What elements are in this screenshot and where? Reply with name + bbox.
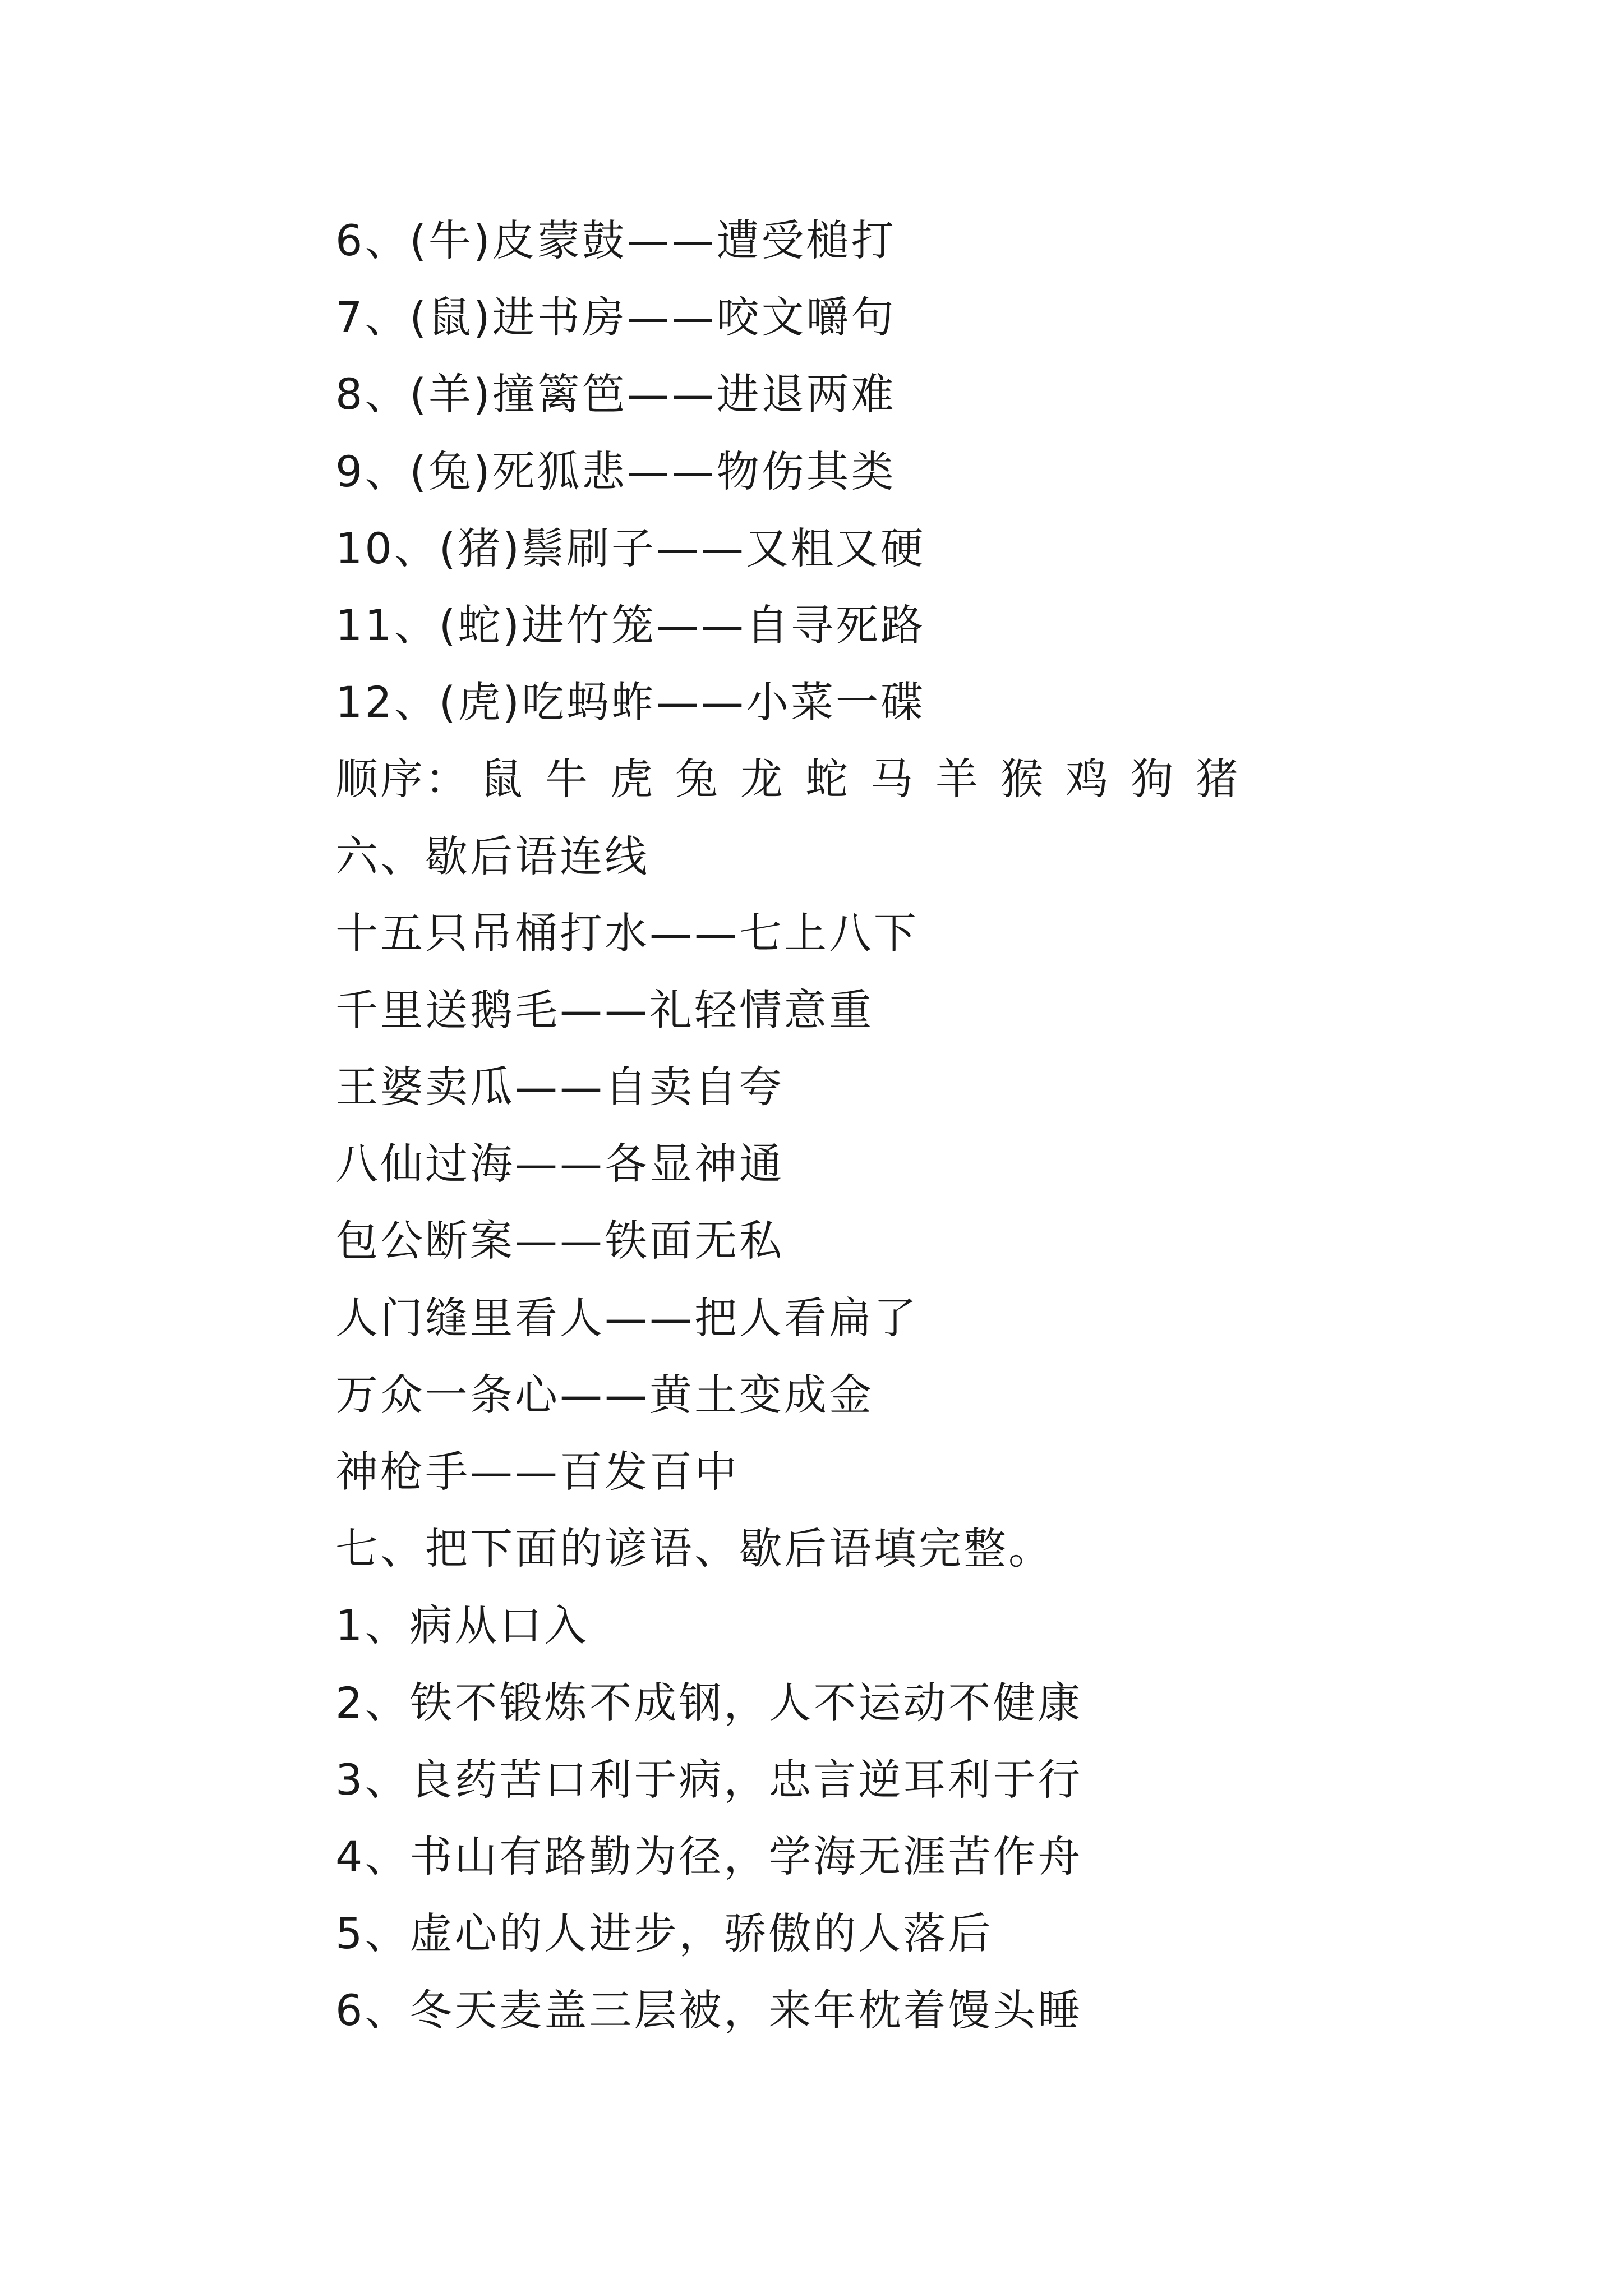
order-animal: 蛇 [805, 754, 850, 804]
zodiac-item: 10、(猪)鬃刷子——又粗又硬 [335, 523, 926, 573]
order-animal: 马 [870, 754, 915, 804]
document-body [335, 202, 1569, 2049]
section-heading: 七、把下面的谚语、歇后语填完整。 [335, 1524, 1053, 1574]
zodiac-item: 7、(鼠)进书房——咬文嚼句 [335, 292, 896, 343]
order-animal: 龙 [740, 754, 785, 804]
xiehouyu-item: 人门缝里看人——把人看扁了 [335, 1292, 919, 1343]
order-label: 顺序： [335, 754, 470, 804]
order-animal: 羊 [935, 754, 980, 804]
xiehouyu-item: 包公断案——铁面无私 [335, 1216, 784, 1266]
order-animal: 鼠 [480, 754, 525, 804]
order-animal: 虎 [610, 754, 655, 804]
proverb-item: 2、铁不锻炼不成钢，人不运动不健康 [335, 1677, 1083, 1728]
order-animal: 猪 [1196, 754, 1241, 804]
zodiac-order-row [335, 740, 1569, 817]
zodiac-item: 6、(牛)皮蒙鼓——遭受槌打 [335, 215, 896, 265]
zodiac-item: 11、(蛇)进竹笼——自寻死路 [335, 600, 926, 650]
proverb-item: 5、虚心的人进步，骄傲的人落后 [335, 1908, 993, 1959]
xiehouyu-item: 千里送鹅毛——礼轻情意重 [335, 984, 874, 1035]
order-animal: 牛 [545, 754, 590, 804]
xiehouyu-item: 王婆卖瓜——自卖自夸 [335, 1062, 784, 1112]
section-heading: 六、歇后语连线 [335, 831, 649, 881]
zodiac-item: 12、(虎)吃蚂蚱——小菜一碟 [335, 677, 926, 728]
proverb-item: 3、良药苦口利于病，忠言逆耳利于行 [335, 1754, 1083, 1805]
order-animal: 兔 [675, 754, 720, 804]
xiehouyu-item: 神枪手——百发百中 [335, 1447, 739, 1497]
xiehouyu-item: 十五只吊桶打水——七上八下 [335, 908, 919, 958]
proverb-item: 6、冬天麦盖三层被，来年枕着馒头睡 [335, 1985, 1083, 2036]
order-animal: 狗 [1131, 754, 1175, 804]
proverb-item: 1、病从口入 [335, 1600, 589, 1651]
xiehouyu-item: 万众一条心——黄土变成金 [335, 1369, 874, 1420]
xiehouyu-item: 八仙过海——各显神通 [335, 1139, 784, 1189]
zodiac-item: 8、(羊)撞篱笆——进退两难 [335, 369, 896, 420]
order-animal: 鸡 [1066, 754, 1110, 804]
proverb-item: 4、书山有路勤为径，学海无涯苦作舟 [335, 1831, 1083, 1881]
order-animal: 猴 [1000, 754, 1045, 804]
zodiac-item: 9、(兔)死狐悲——物伤其类 [335, 446, 896, 496]
